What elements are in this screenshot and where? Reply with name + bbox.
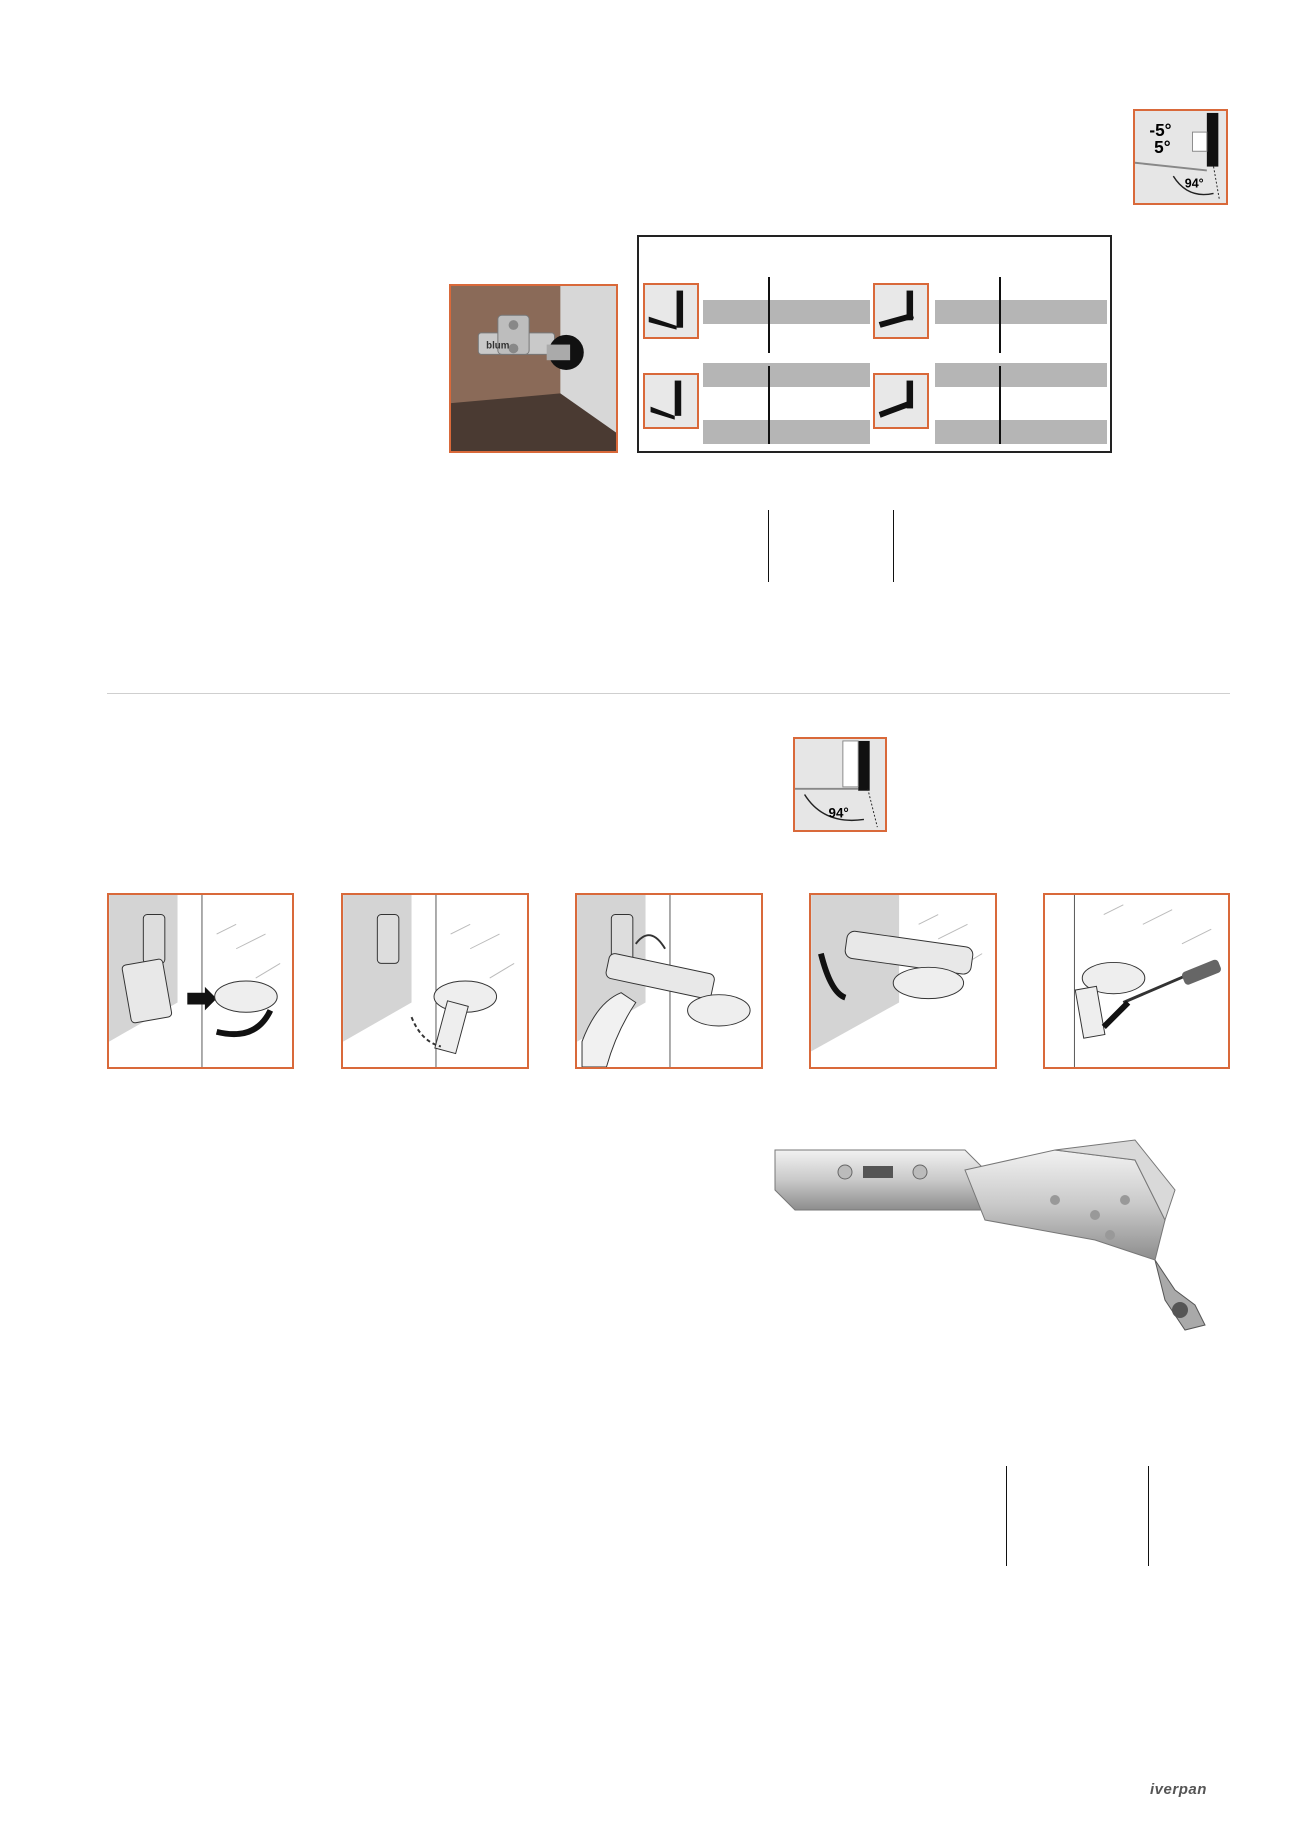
divider-line xyxy=(999,277,1001,353)
half-overlay-icon xyxy=(873,283,929,339)
full-overlay-icon xyxy=(643,283,699,339)
divider-line xyxy=(768,277,770,353)
install-step-5 xyxy=(1043,893,1230,1069)
close-door-icon xyxy=(811,895,995,1067)
overlay-bar xyxy=(935,363,1107,387)
attach-arm-icon xyxy=(577,895,761,1067)
overlay-bar xyxy=(935,300,1107,324)
rotate-cup-icon xyxy=(343,895,527,1067)
overlay-bar xyxy=(703,363,870,387)
install-step-4 xyxy=(809,893,997,1069)
hinge-photo xyxy=(449,284,618,453)
angle-value: 94° xyxy=(1184,176,1204,191)
opening-angle-badge-mid xyxy=(793,737,887,832)
overlay-bar xyxy=(935,420,1107,444)
footer-logo: iverpan xyxy=(1150,1781,1207,1798)
overlay-bar xyxy=(703,300,870,324)
overlay-types-diagram xyxy=(637,235,1112,453)
angle-diagram-icon xyxy=(1135,111,1226,203)
screwdriver-adjust-icon xyxy=(1045,895,1228,1067)
install-step-3 xyxy=(575,893,763,1069)
table-divider xyxy=(1148,1466,1149,1566)
overlay-bar xyxy=(703,420,870,444)
angle-line2: 5° xyxy=(1154,137,1171,158)
table-divider xyxy=(893,510,894,582)
install-step-1 xyxy=(107,893,294,1069)
inset-overlay-icon xyxy=(643,373,699,429)
table-divider xyxy=(1006,1466,1007,1566)
table-divider xyxy=(768,510,769,582)
angle-value: 94° xyxy=(828,805,849,821)
opening-angle-badge-top xyxy=(1133,109,1228,205)
angle-line1: -5° xyxy=(1149,119,1172,140)
brand-logo: blum xyxy=(486,340,510,352)
angle-diagram-icon xyxy=(795,739,885,830)
installed-hinge-image xyxy=(451,286,616,451)
clip-hinge-icon xyxy=(755,1130,1225,1335)
divider-line xyxy=(999,366,1001,444)
angled-overlay-icon xyxy=(873,373,929,429)
install-step-2 xyxy=(341,893,529,1069)
mount-hinge-icon xyxy=(109,895,292,1067)
divider-line xyxy=(768,366,770,444)
section-divider xyxy=(107,693,1230,694)
product-hinge-image xyxy=(755,1130,1225,1335)
